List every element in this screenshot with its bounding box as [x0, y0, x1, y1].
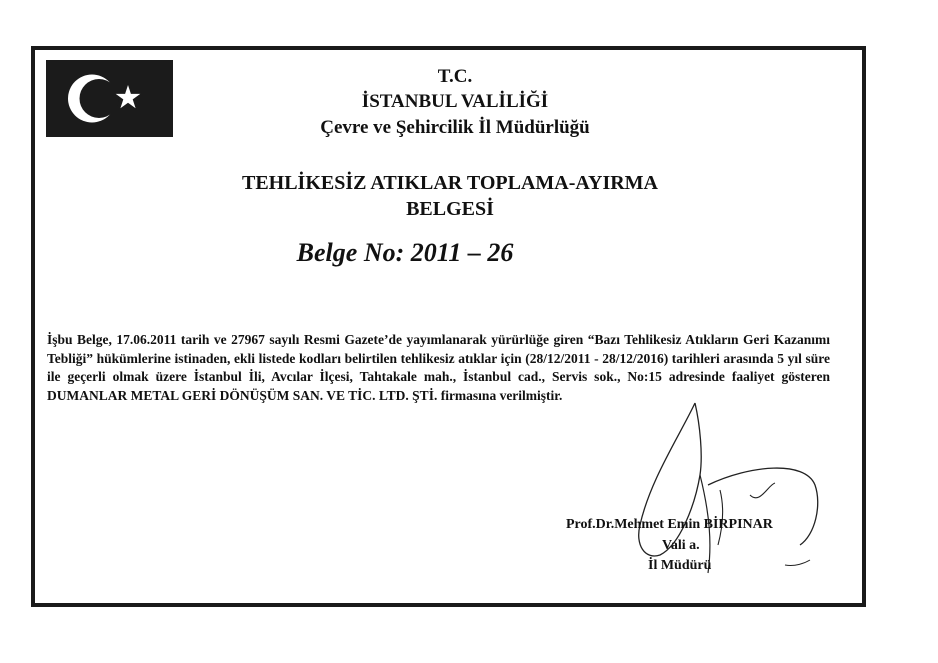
document-title-line1: TEHLİKESİZ ATIKLAR TOPLAMA-AYIRMA — [241, 172, 658, 194]
document-title-line2: BELGESİ — [406, 198, 494, 220]
turkish-flag-icon — [46, 60, 173, 137]
header-mudurluk: Çevre ve Şehircilik İl Müdürlüğü — [320, 117, 590, 138]
signatory-role-line1: Vali a. — [662, 538, 700, 553]
signatory-role-line2: İl Müdürü — [648, 558, 712, 573]
signatory-name: Prof.Dr.Mehmet Emin BİRPINAR — [566, 517, 773, 532]
header-tc: T.C. — [437, 66, 473, 87]
certificate-body-text: İşbu Belge, 17.06.2011 tarih ve 27967 sayılı Resmi Gazete’de yayımlanarak yürürlüğe giren “Bazı Tehlikesiz Atıkların Geri Kazanımı Tebliği” hükümlerine istinaden, ekli listede kodları belirtilen tehlikesiz atıklar için (28/12/2011 - 28/12/2016) tarihleri arasında 5 yıl süre ile geçerli olmak üzere İstanbul İli, Avcılar İlçesi, Tahtakale mah., İstanbul cad., Servis sok., No:15 adresinde faaliyet gösteren DUMANLAR METAL GERİ DÖNÜŞÜM SAN. VE TİC. LTD. ŞTİ. firmasına verilmiştir. — [47, 332, 830, 403]
handwritten-signature — [600, 395, 840, 585]
certificate-number: Belge No: 2011 – 26 — [296, 238, 514, 267]
header-valilik: İSTANBUL VALİLİĞİ — [361, 91, 549, 112]
